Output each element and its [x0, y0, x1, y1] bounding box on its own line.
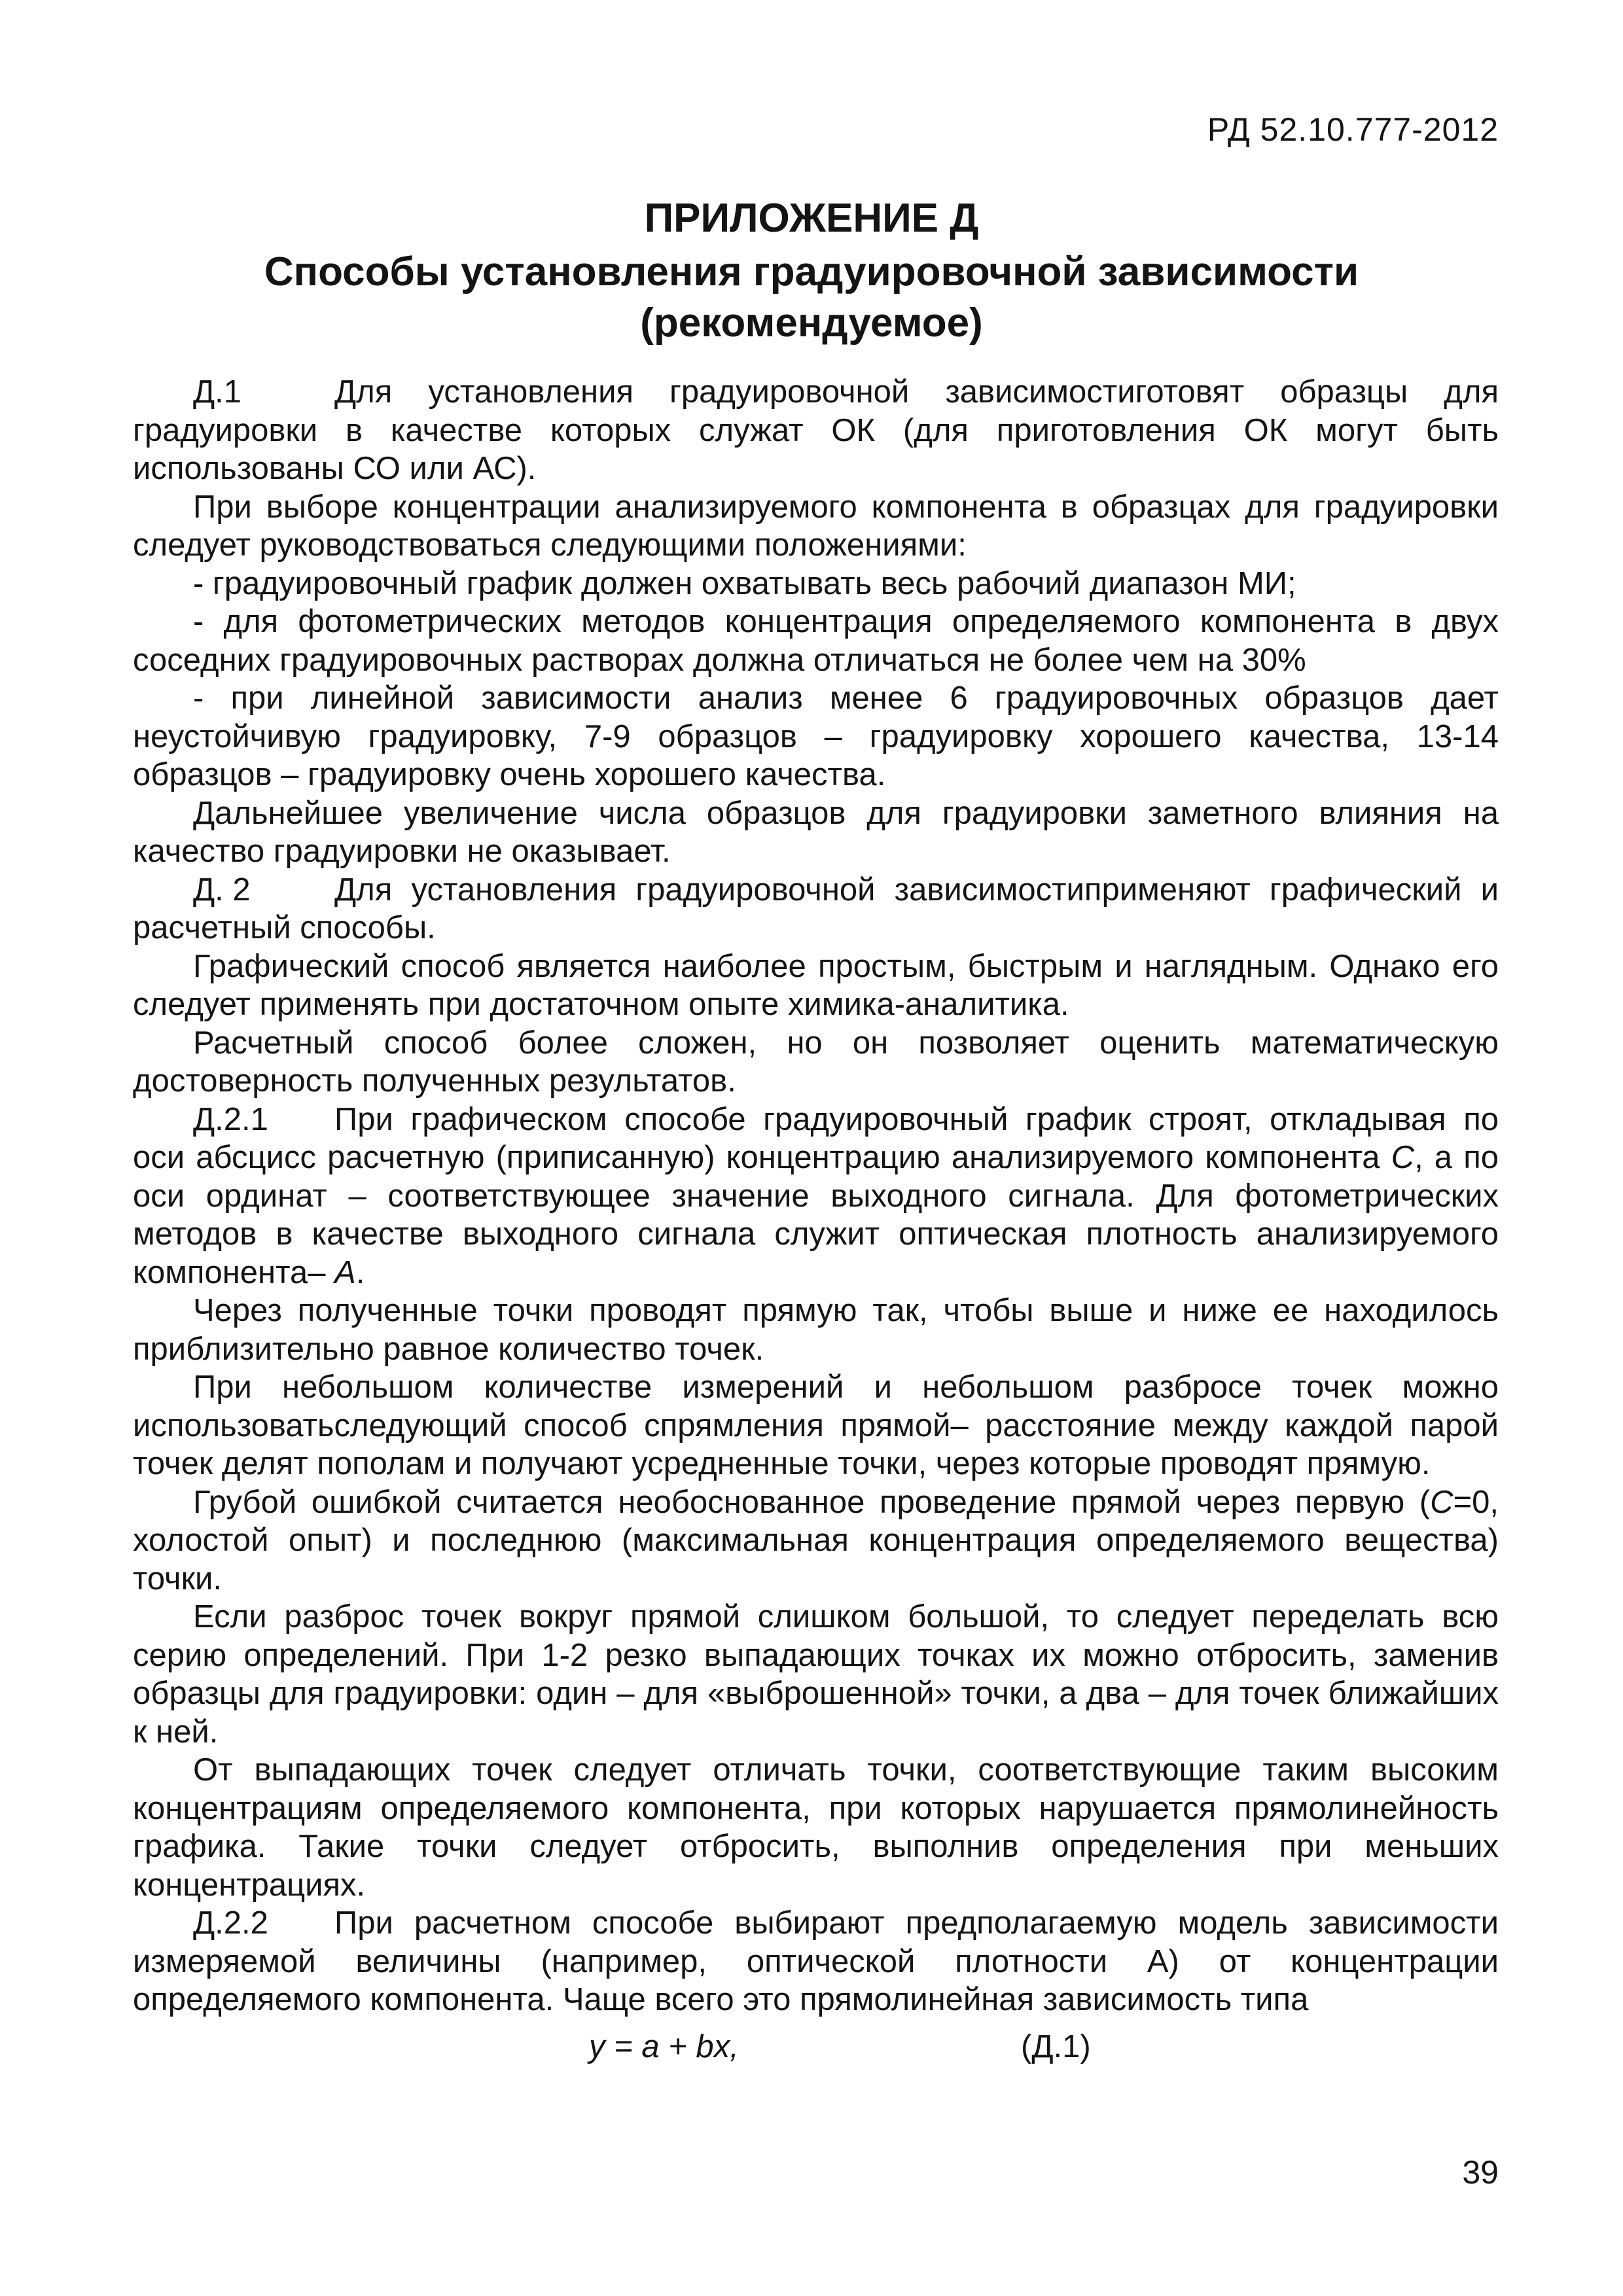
- body-text: [133, 373, 1499, 2019]
- paragraph: При выборе концентрации анализируемого компонента в образцах для градуировки следует руководствоваться следующими положениями:: [133, 489, 1499, 563]
- list-item: - для фотометрических методов концентрация определяемого компонента в двух соседних градуировочных растворах должна отличаться не более чем на 30%: [133, 604, 1499, 678]
- clause-d2-2: [133, 1904, 1499, 2019]
- clause-text: , а по оси ординат – соответствующее значение выходного сигнала. Для фотометрических методов в качестве выходного сигнала служит оптическая плотность анализируемого компонента–: [133, 1140, 1499, 1290]
- list-item: - градуировочный график должен охватывать весь рабочий диапазон МИ;: [193, 565, 1296, 601]
- clause-text: Для установления градуировочной зависимостиготовят образцы для градуировки в качестве которых служат ОК (для приготовления ОК могут быть использованы СО или АС).: [133, 374, 1499, 486]
- document-code-header: РД 52.10.777-2012: [1207, 111, 1499, 148]
- paragraph: При небольшом количестве измерений и небольшом разбросе точек можно использоватьследующий способ спрямления прямой– расстояние между каждой парой точек делят пополам и получают усредненные точки, через которые проводят прямую.: [133, 1369, 1499, 1481]
- variable-a: А: [334, 1254, 356, 1290]
- clause-number: Д.2.2: [193, 1905, 268, 1941]
- formula-number: (Д.1): [1021, 2029, 1091, 2064]
- paragraph: [133, 1483, 1499, 1598]
- paragraph-text: Грубой ошибкой считается необоснованное проведение прямой через первую (: [193, 1484, 1431, 1520]
- paragraph: Через полученные точки проводят прямую так, чтобы выше и ниже ее находилось приблизительно равное количество точек.: [133, 1293, 1499, 1367]
- variable-c: С: [1391, 1140, 1415, 1175]
- clause-d2: [133, 871, 1499, 947]
- paragraph: Дальнейшее увеличение числа образцов для градуировки заметного влияния на качество градуировки не оказывает.: [133, 795, 1499, 869]
- list-item: - при линейной зависимости анализ менее 6 градуировочных образцов дает неустойчивую градуировку, 7-9 образцов – градуировку хорошего качества, 13-14 образцов – градуировку очень хорошего качества.: [133, 680, 1499, 792]
- clause-number: Д.2.1: [193, 1101, 268, 1137]
- clause-text: При расчетном способе выбирают предполагаемую модель зависимости измеряемой величины (например, оптической плотности А) от концентрации определяемого компонента. Чаще всего это прямолинейная зависимость типа: [133, 1905, 1499, 2017]
- clause-number: Д. 2: [193, 872, 251, 908]
- paragraph: Если разброс точек вокруг прямой слишком большой, то следует переделать всю серию определений. При 1-2 резко выпадающих точках их можно отбросить, заменив образцы для градуировки: один – для «выброшенной» точки, а два – для точек ближайших к ней.: [133, 1599, 1499, 1750]
- formula-expression: y = a + bx,: [589, 2029, 739, 2064]
- paragraph: Расчетный способ более сложен, но он позволяет оценить математическую достоверность полученных результатов.: [133, 1025, 1499, 1099]
- clause-d2-1: [133, 1101, 1499, 1292]
- variable-c: С: [1430, 1484, 1454, 1520]
- paragraph: От выпадающих точек следует отличать точки, соответствующие таким высоким концентрациям определяемого компонента, при которых нарушается прямолинейность графика. Такие точки следует отбросить, выполнив определения при меньших концентрациях.: [133, 1752, 1499, 1903]
- appendix-subject: Способы установления градуировочной зависимости: [264, 249, 1359, 294]
- clause-number: Д.1: [193, 374, 242, 410]
- paragraph: Графический способ является наиболее простым, быстрым и наглядным. Однако его следует применять при достаточном опыте химика-аналитика.: [133, 948, 1499, 1022]
- paragraph-text: =0, холостой опыт) и последнюю (максимальная концентрация определяемого вещества) точки.: [133, 1484, 1499, 1597]
- clause-d1: [133, 373, 1499, 488]
- appendix-status: (рекомендуемое): [640, 300, 983, 345]
- page-number: 39: [1462, 2154, 1499, 2191]
- appendix-heading: ПРИЛОЖЕНИЕ Д: [644, 196, 979, 241]
- clause-text: При графическом способе градуировочный график строят, откладывая по оси абсцисс расчетную (приписанную) концентрацию анализируемого компонента: [133, 1101, 1499, 1175]
- clause-text: .: [355, 1254, 365, 1290]
- clause-text: Для установления градуировочной зависимостиприменяют графический и расчетный способы.: [133, 872, 1499, 945]
